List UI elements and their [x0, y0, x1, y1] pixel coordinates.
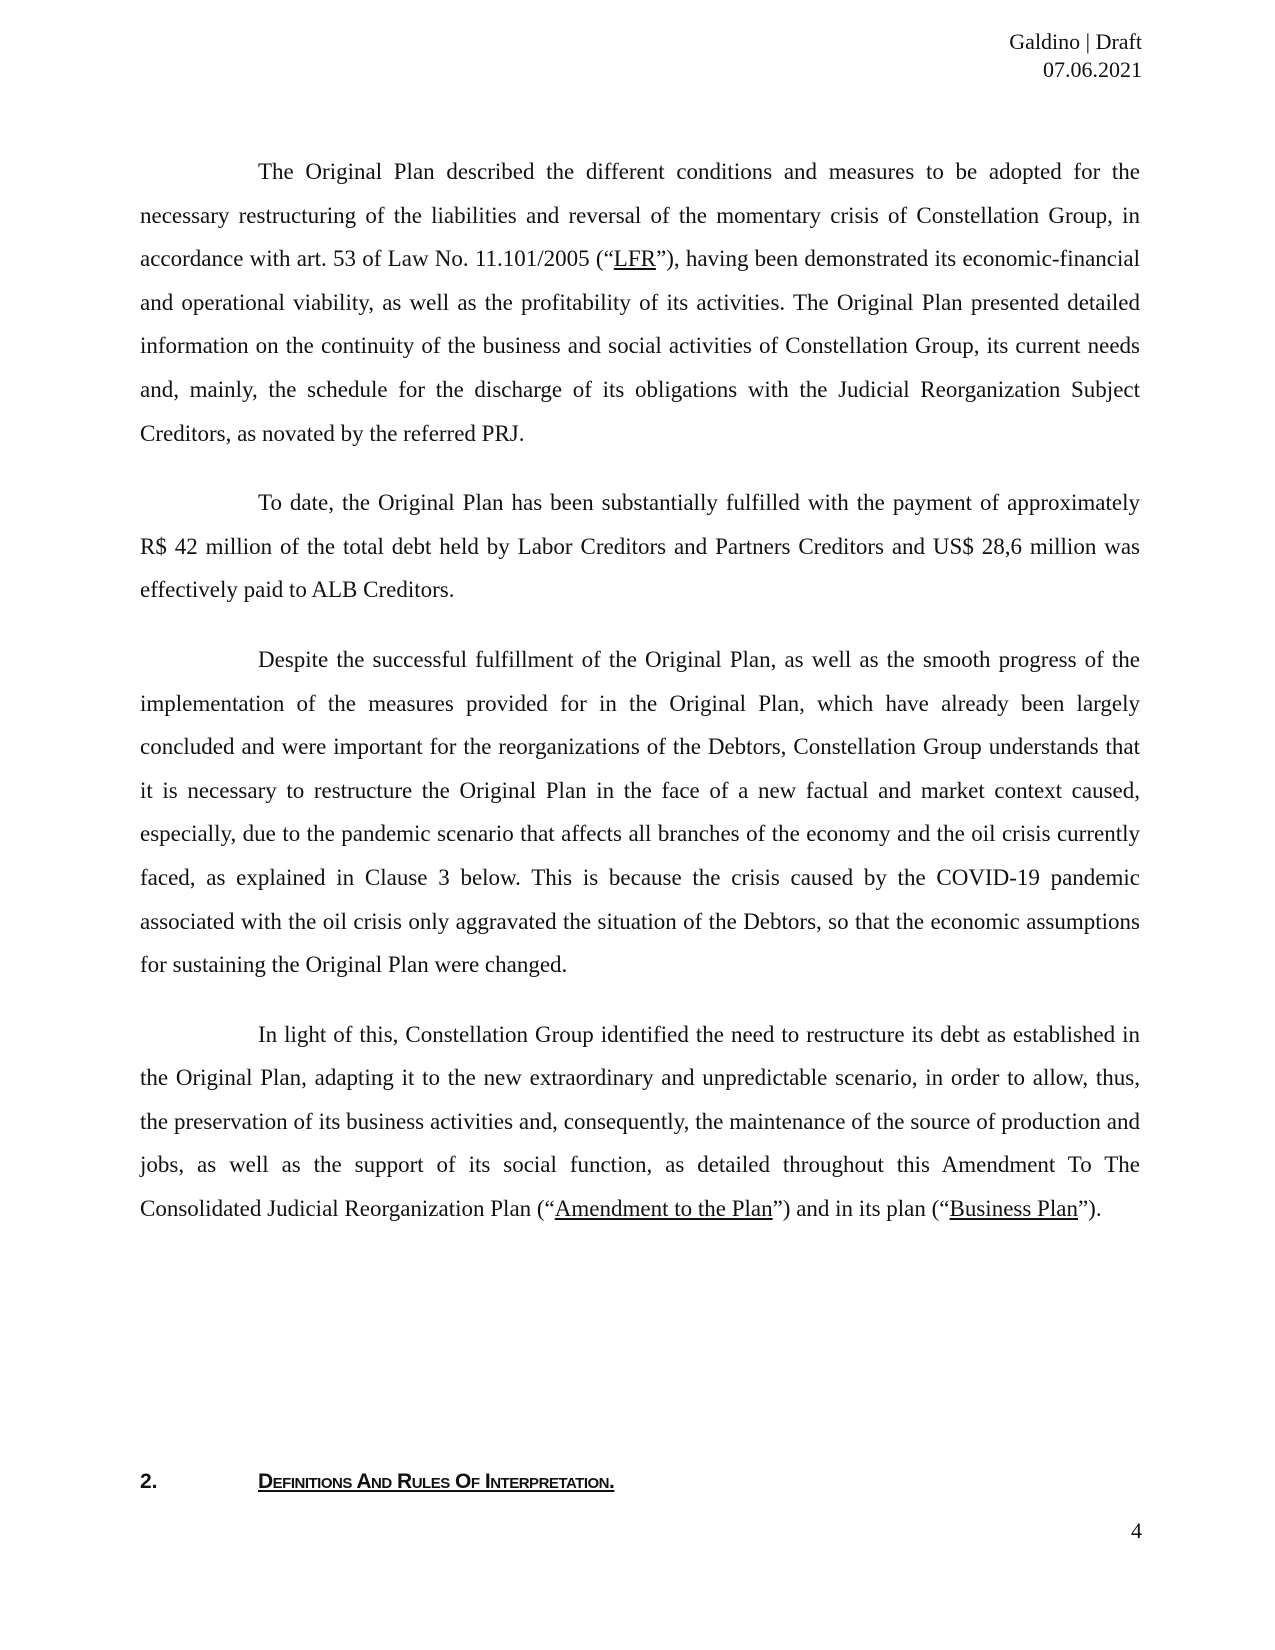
- paragraph-text: The Original Plan described the different conditions and measures to be adopted for the necessary restructuring of the liabilities and reversal of the momentary crisis of Constellation Group, in accordance with art. 53 of Law No. 11.101/2005 (“: [140, 159, 1140, 272]
- paragraph-text: ”), having been demonstrated its economic-financial and operational viability, as well as the profitability of its activities. The Original Plan presented detailed information on the continuity of the business and social activities of Constellation Group, its current needs and, mainly, the schedule for the discharge of its obligations with the Judicial Reorganization Subject Creditors, as novated by the referred PRJ.: [140, 246, 1140, 446]
- paragraph-text: ”) and in its plan (“: [772, 1196, 950, 1222]
- paragraph-fulfillment: To date, the Original Plan has been substantially fulfilled with the payment of approximately R$ 42 million of the total debt held by Labor Creditors and Partners Creditors and US$ 28,6 million was effectively paid to ALB Creditors.: [140, 490, 1140, 603]
- section-number: 2.: [140, 1470, 158, 1493]
- section-heading: [140, 1470, 1140, 1494]
- defined-term-amendment: Amendment to the Plan: [554, 1196, 773, 1222]
- paragraph-text: ”).: [1077, 1196, 1102, 1222]
- page-number: 4: [1131, 1518, 1142, 1543]
- header-draft-label: Galdino | Draft: [1009, 29, 1142, 54]
- paragraph-restructure-need: Despite the successful fulfillment of the Original Plan, as well as the smooth progress of the implementation of the measures provided for in the Original Plan, which have already been largely concluded and were important for the reorganizations of the Debtors, Constellation Group understands that it is necessary to restructure the Original Plan in the face of a new factual and market context caused, especially, due to the pandemic scenario that affects all branches of the economy and the oil crisis currently faced, as explained in Clause 3 below. This is because the crisis caused by the COVID-19 pandemic associated with the oil crisis only aggravated the situation of the Debtors, so that the economic assumptions for sustaining the Original Plan were changed.: [140, 646, 1140, 978]
- header-date: 07.06.2021: [1043, 57, 1142, 82]
- defined-term-lfr: LFR: [613, 246, 656, 272]
- paragraph-original-plan: [140, 150, 1140, 455]
- section-title: Definitions And Rules Of Interpretation.: [258, 1470, 615, 1493]
- document-body: [140, 150, 1140, 1257]
- paragraph-amendment: [140, 1013, 1140, 1231]
- defined-term-business-plan: Business Plan: [949, 1196, 1078, 1222]
- document-header: [1009, 28, 1142, 84]
- paragraph-text: In light of this, Constellation Group identified the need to restructure its debt as established in the Original Plan, adapting it to the new extraordinary and unpredictable scenario, in order to allow, thus, the preservation of its business activities and, consequently, the maintenance of the source of production and jobs, as well as the support of its social function, as detailed throughout this Amendment To The Consolidated Judicial Reorganization Plan (“: [140, 1021, 1140, 1222]
